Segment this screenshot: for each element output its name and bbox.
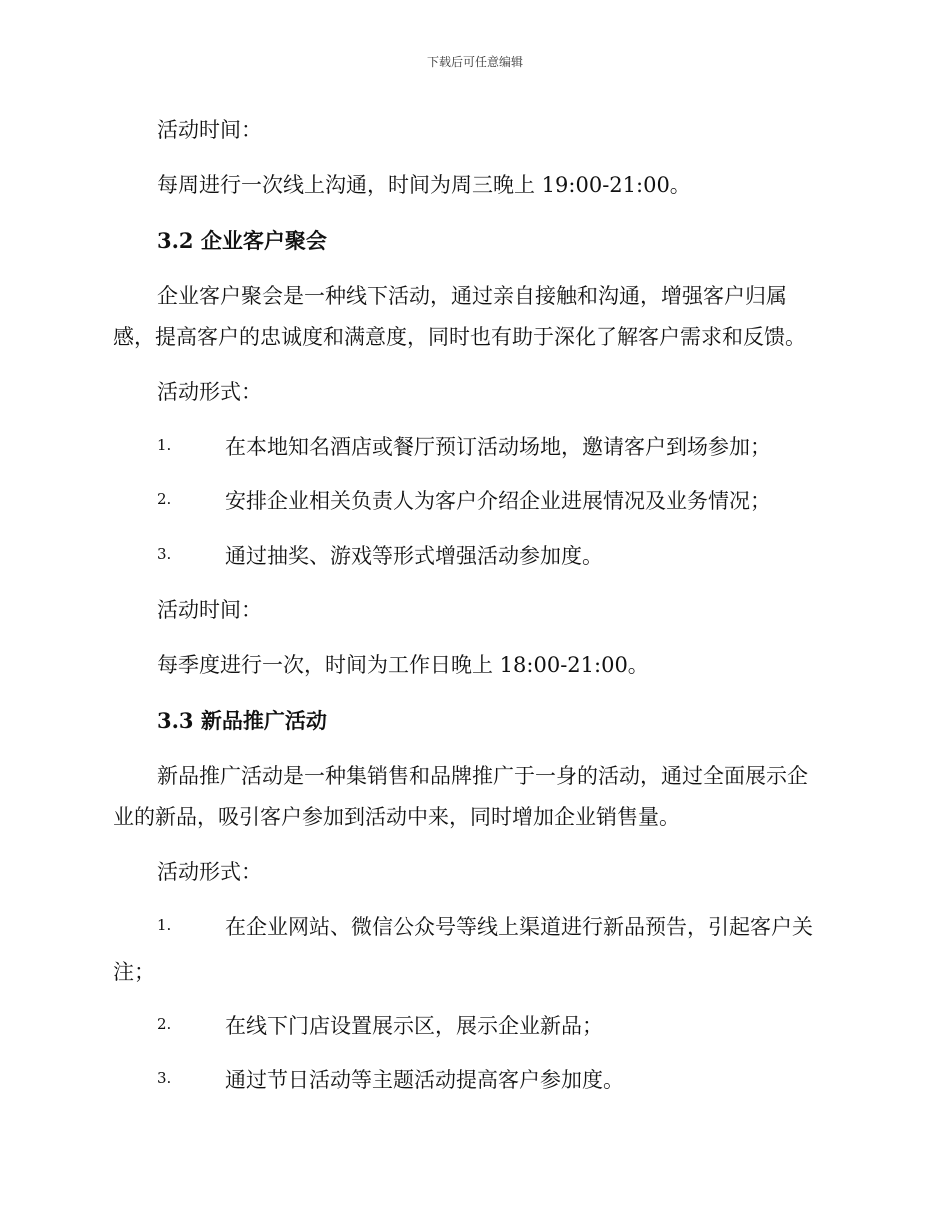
list-number: 3.: [157, 1069, 172, 1087]
activity-form-label: 活动形式：: [157, 380, 262, 404]
list-item: 通过抽奖、游戏等形式增强活动参加度。: [225, 544, 603, 568]
paragraph-line: 新品推广活动是一种集销售和品牌推广于一身的活动，通过全面展示企: [157, 764, 808, 788]
list-number: 3.: [157, 545, 172, 563]
list-item: 在线下门店设置展示区，展示企业新品；: [225, 1014, 603, 1038]
list-item: 通过节日活动等主题活动提高客户参加度。: [225, 1068, 624, 1092]
activity-time-label: 活动时间：: [157, 598, 262, 622]
page-header: 下载后可任意编辑: [426, 55, 523, 69]
list-item: 在企业网站、微信公众号等线上渠道进行新品预告，引起客户关: [225, 915, 813, 939]
section-heading-3-3: 3.3 新品推广活动: [157, 708, 327, 733]
list-number: 2.: [157, 1015, 172, 1033]
section-heading-3-2: 3.2 企业客户聚会: [157, 228, 327, 253]
list-item-continuation: 注；: [113, 960, 155, 984]
activity-time-label: 活动时间：: [157, 118, 262, 142]
list-number: 2.: [157, 490, 172, 508]
paragraph-line: 感，提高客户的忠诚度和满意度，同时也有助于深化了解客户需求和反馈。: [113, 325, 806, 349]
paragraph-line: 业的新品，吸引客户参加到活动中来，同时增加企业销售量。: [113, 805, 680, 829]
activity-time-text: 每周进行一次线上沟通，时间为周三晚上 19:00-21:00。: [157, 173, 691, 197]
list-number: 1.: [157, 436, 172, 454]
paragraph-line: 企业客户聚会是一种线下活动，通过亲自接触和沟通，增强客户归属: [157, 284, 787, 308]
list-item: 安排企业相关负责人为客户介绍企业进展情况及业务情况；: [225, 489, 771, 513]
activity-form-label: 活动形式：: [157, 860, 262, 884]
list-item: 在本地知名酒店或餐厅预订活动场地，邀请客户到场参加；: [225, 435, 771, 459]
list-number: 1.: [157, 916, 172, 934]
activity-time-text: 每季度进行一次，时间为工作日晚上 18:00-21:00。: [157, 653, 649, 677]
